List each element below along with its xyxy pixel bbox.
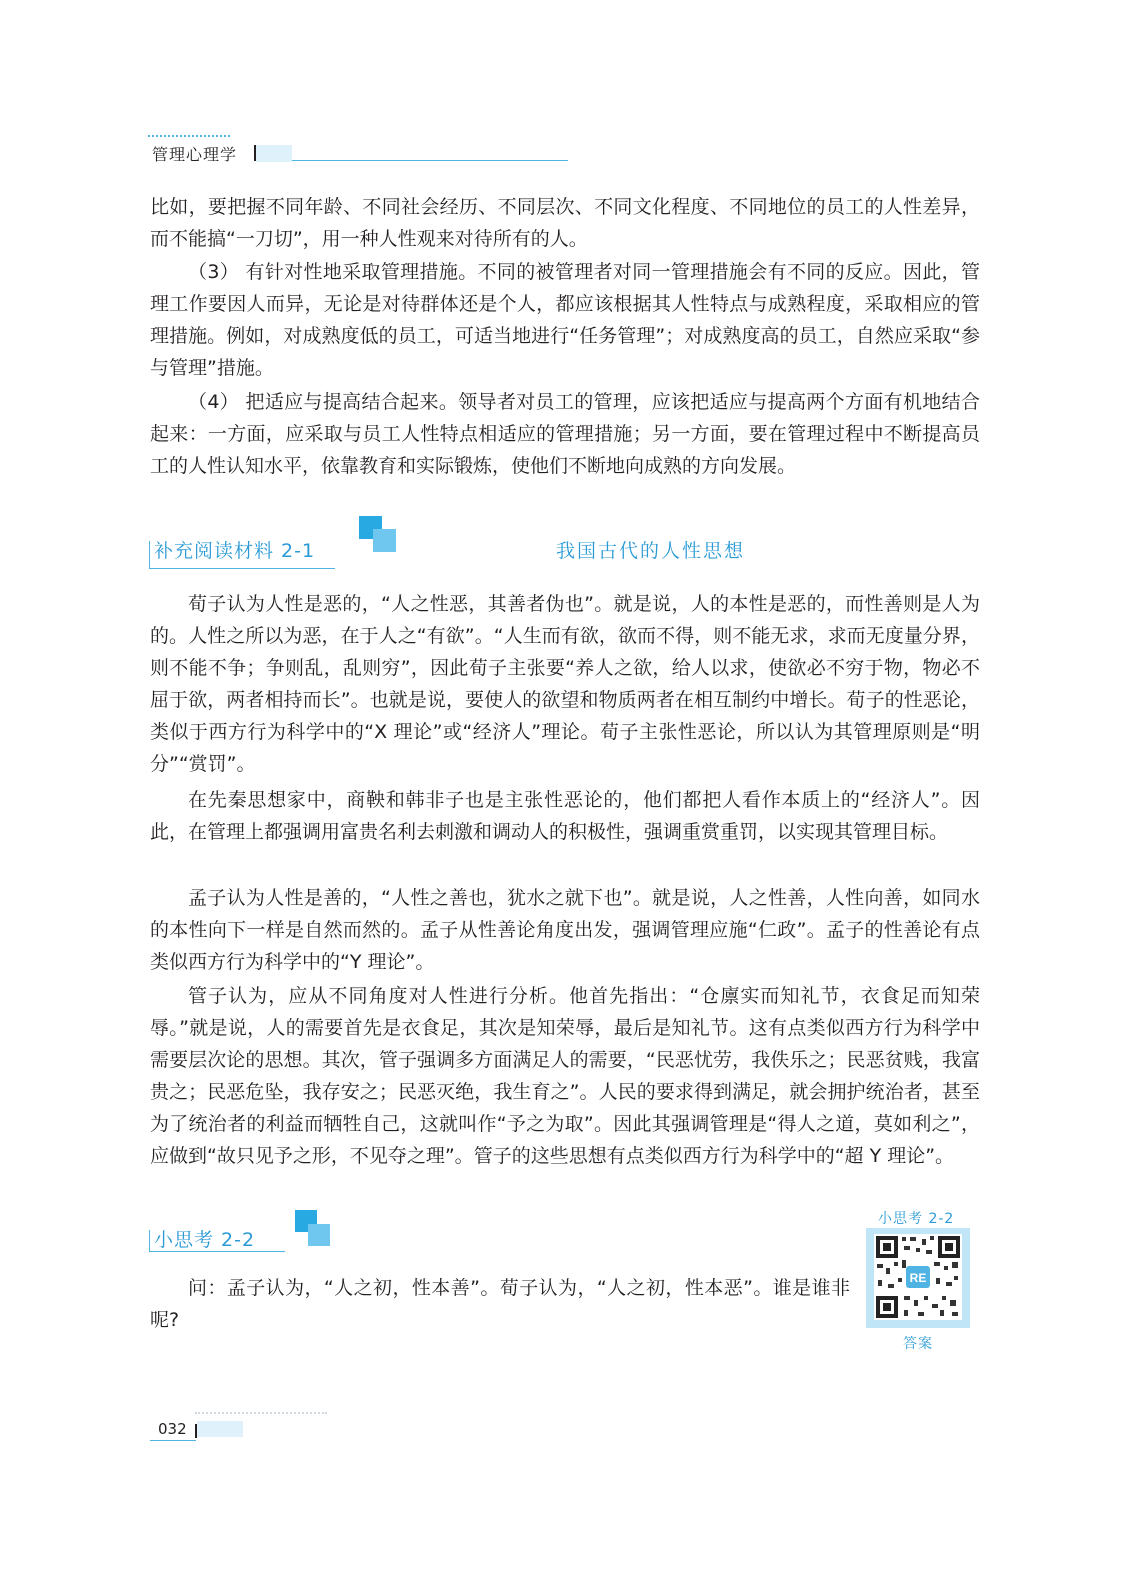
supplement-title: 我国古代的人性思想 [556,540,746,562]
qr-answer-label[interactable]: 答案 [903,1336,933,1352]
supplement-paragraph-4: 管子认为，应从不同角度对人性进行分析。他首先指出：“仓廪实而知礼节，衣食足而知荣辱。”就是说，人的需要首先是衣食足，其次是知荣辱，最后是知礼节。这有点类似西方行为科学中需要层次论的思想。其次，管子强调多方面满足人的需要，“民恶忧劳，我佚乐之；民恶贫贱，我富贵之；民恶危坠，我存安之；民恶灭绝，我生育之”。人民的要求得到满足，就会拥护统治者，甚至为了统治者的利益而牺牲自己，这就叫作“予之为取”。因此其强调管理是“得人之道，莫如利之”，应做到“故只见予之形，不见夺之理”。管子的这些思想有点类似西方行为科学中的“超 Y 理论”。 [150,985,980,1167]
body-paragraph-2: （3） 有针对性地采取管理措施。不同的被管理者对同一管理措施会有不同的反应。因此，管理工作要因人而异，无论是对待群体还是个人，都应该根据其人性特点与成熟程度，采取相应的管理措施。例如，对成熟度低的员工，可适当地进行“任务管理”；对成熟度高的员工，自然应采取“参与管理”措施。 [150,261,980,379]
think-label: 小思考 2-2 [154,1229,256,1251]
think-question: 问：孟子认为，“人之初，性本善”。荀子认为，“人之初，性本恶”。谁是谁非呢? [150,1277,850,1331]
header-underline [292,160,568,161]
footer-dotted-rule [195,1412,327,1414]
header-dotted-rule [148,135,230,137]
decorative-square-icon [373,529,396,552]
supplement-paragraph-1: 荀子认为人性是恶的，“人之性恶，其善者伪也”。就是说，人的本性是恶的，而性善则是人为的。人性之所以为恶，在于人之“有欲”。“人生而有欲，欲而不得，则不能无求，求而无度量分界，则不能不争；争则乱，乱则穷”，因此荀子主张要“养人之欲，给人以求，使欲必不穷于物，物必不屈于欲，两者相持而长”。也就是说，要使人的欲望和物质两者在相互制约中增长。荀子的性恶论，类似于西方行为科学中的“X 理论”或“经济人”理论。荀子主张性恶论，所以认为其管理原则是“明分”“赏罚”。 [150,593,980,775]
supplement-paragraph-3: 孟子认为人性是善的，“人性之善也，犹水之就下也”。就是说，人之性善，人性向善，如同水的本性向下一样是自然而然的。孟子从性善论角度出发，强调管理应施“仁政”。孟子的性善论有点类似西方行为科学中的“Y 理论”。 [150,887,980,973]
qr-code-icon[interactable] [874,1234,962,1320]
qr-logo-text: RE [909,1271,927,1285]
supplement-bracket [149,541,150,569]
running-header-title: 管理心理学 [152,145,238,164]
page-number: 032 [158,1420,187,1438]
supplement-underline [149,568,335,569]
footer-underline [150,1440,196,1441]
supplement-label: 补充阅读材料 2-1 [154,540,316,562]
supplement-paragraph-2: 在先秦思想家中，商鞅和韩非子也是主张性恶论的，他们都把人看作本质上的“经济人”。因此，在管理上都强调用富贵名利去刺激和调动人的积极性，强调重赏重罚，以实现其管理目标。 [150,789,980,843]
body-paragraph-3: （4） 把适应与提高结合起来。领导者对员工的管理，应该把适应与提高两个方面有机地结合起来：一方面，应采取与员工人性特点相适应的管理措施；另一方面，要在管理过程中不断提高员工的人性认知水平，依靠教育和实际锻炼，使他们不断地向成熟的方向发展。 [150,391,980,477]
footer-accent-box [197,1421,243,1437]
think-bracket [149,1230,150,1252]
header-accent-box [256,145,292,162]
qr-caption: 小思考 2-2 [878,1211,955,1227]
body-paragraph-1: 比如，要把握不同年龄、不同社会经历、不同层次、不同文化程度、不同地位的员工的人性差异，而不能搞“一刀切”，用一种人性观来对待所有的人。 [150,196,980,250]
decorative-square-icon [308,1224,330,1246]
qr-code-graphic [874,1234,962,1320]
